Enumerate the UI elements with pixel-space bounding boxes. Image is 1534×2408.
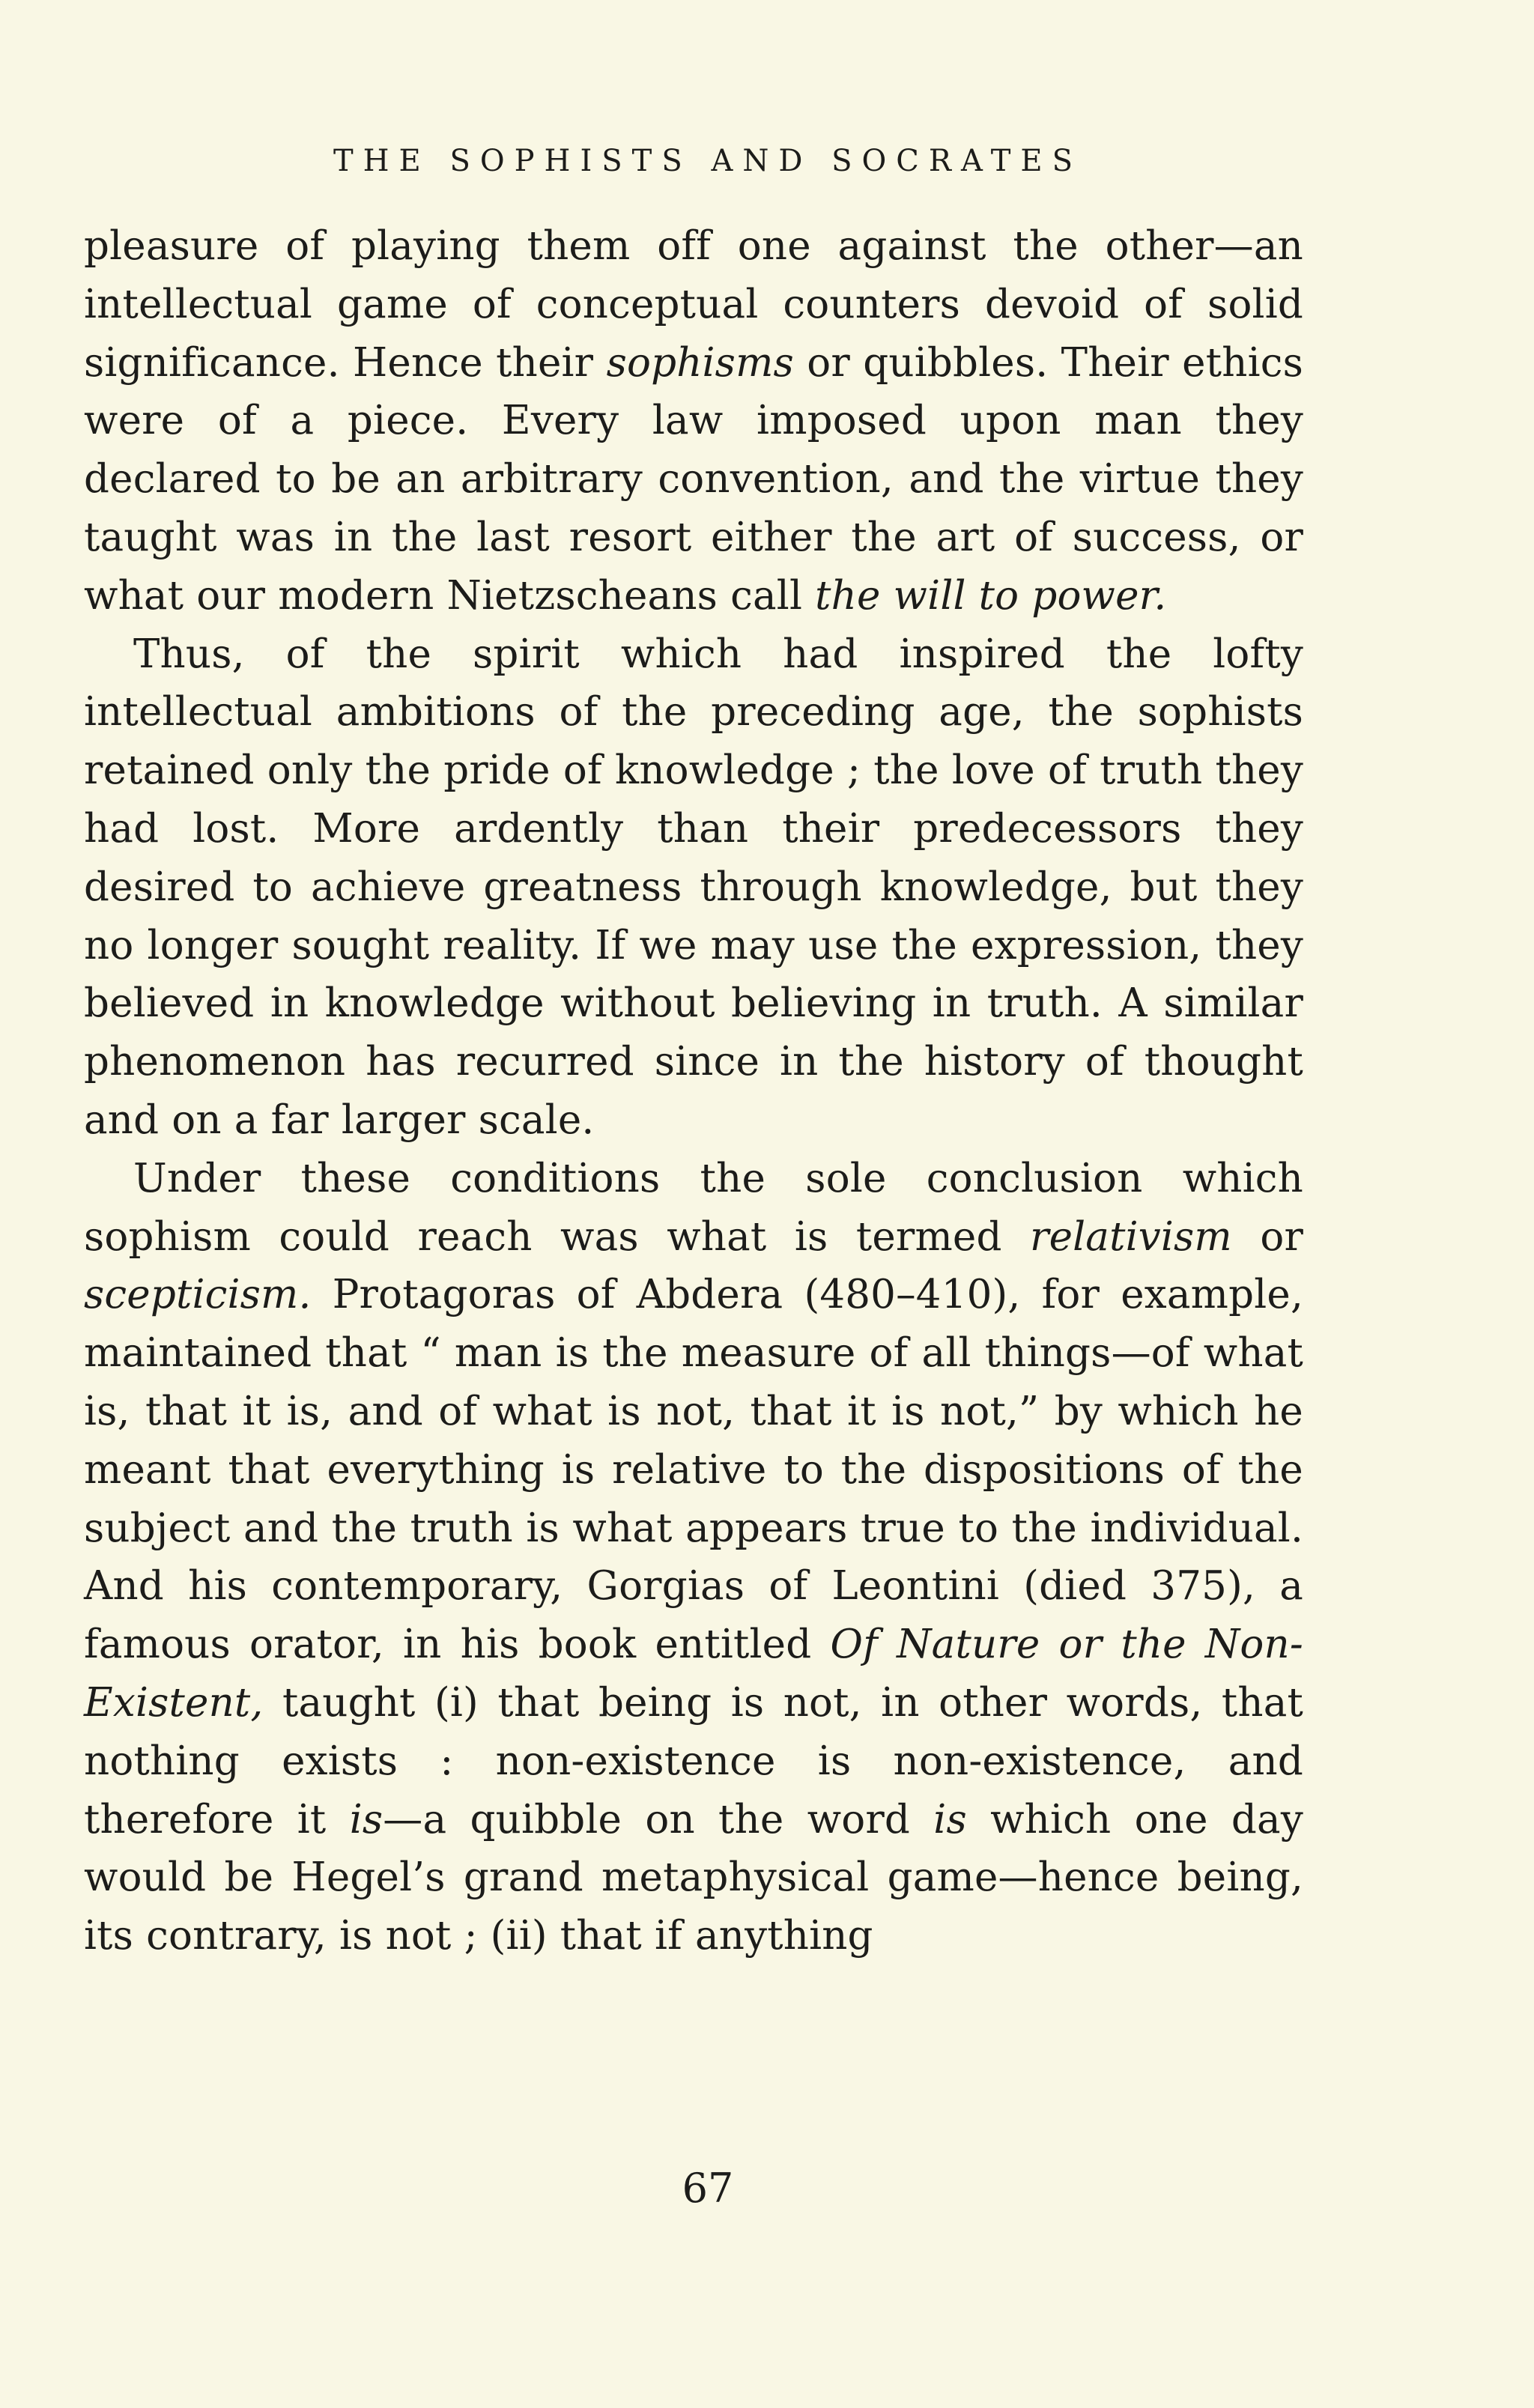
italic-run: is	[933, 1796, 967, 1843]
text-run: or quibbles. Their ethics were of a piece. Every law imposed upon man they declared to be an arbitrary convention, and the virtue they taught was in the last resort either the art of success, or what our modern Nietzscheans call	[84, 339, 1303, 619]
page-number: 67	[682, 2165, 734, 2212]
paragraph-3	[84, 1150, 1303, 1965]
text-run: Protagoras of Abdera (480–410), for example, maintained that “ man is the measure of all things—of what is, that it is, and of what is not, that it is not,” by which he meant that everything is relative to the dispositions of the subject and the truth is what appears true to the individual. And his contemporary, Gorgias of Leontini (died 375), a famous orator, in his book entitled	[84, 1272, 1303, 1668]
text-run: taught (i) that being is not, in other words, that nothing exists : non-existence is non-existence, and therefore it	[84, 1679, 1303, 1843]
running-head: THE SOPHISTS AND SOCRATES	[333, 144, 1083, 178]
body-text	[84, 217, 1303, 1965]
paragraph-2	[84, 625, 1303, 1150]
italic-run: sophisms	[606, 339, 794, 386]
italic-run: scepticism.	[84, 1272, 312, 1318]
italic-run: relativism	[1030, 1213, 1232, 1260]
italic-run: the will to power.	[815, 572, 1167, 619]
italic-run: is	[349, 1796, 384, 1843]
text-run: pleasure of playing them off one against the other—an intellectual game of conceptual counters devoid of solid significance. Hence their	[84, 223, 1303, 386]
text-run: —a quibble on the word	[383, 1796, 934, 1843]
text-run: or	[1231, 1213, 1303, 1260]
paragraph-1	[84, 217, 1303, 625]
text-run: which one day would be Hegel’s grand metaphysical game—hence being, its contrary, is not ; (ii) that if anything	[84, 1796, 1303, 1959]
text-run: Under these conditions the sole conclusion which sophism could reach was what is termed	[84, 1155, 1303, 1260]
italic-run: Of Nature or the Non-Existent,	[84, 1622, 1303, 1726]
text-run: Thus, of the spirit which had inspired the lofty intellectual ambitions of the preceding age, the sophists retained only the pride of knowledge ; the love of truth they had lost. More ardently than their predecessors they desired to achieve greatness through knowledge, but they no longer sought reality. If we may use the expression, they believed in knowledge without believing in truth. A similar phenomenon has recurred since in the history of thought and on a far larger scale.	[84, 631, 1303, 1143]
